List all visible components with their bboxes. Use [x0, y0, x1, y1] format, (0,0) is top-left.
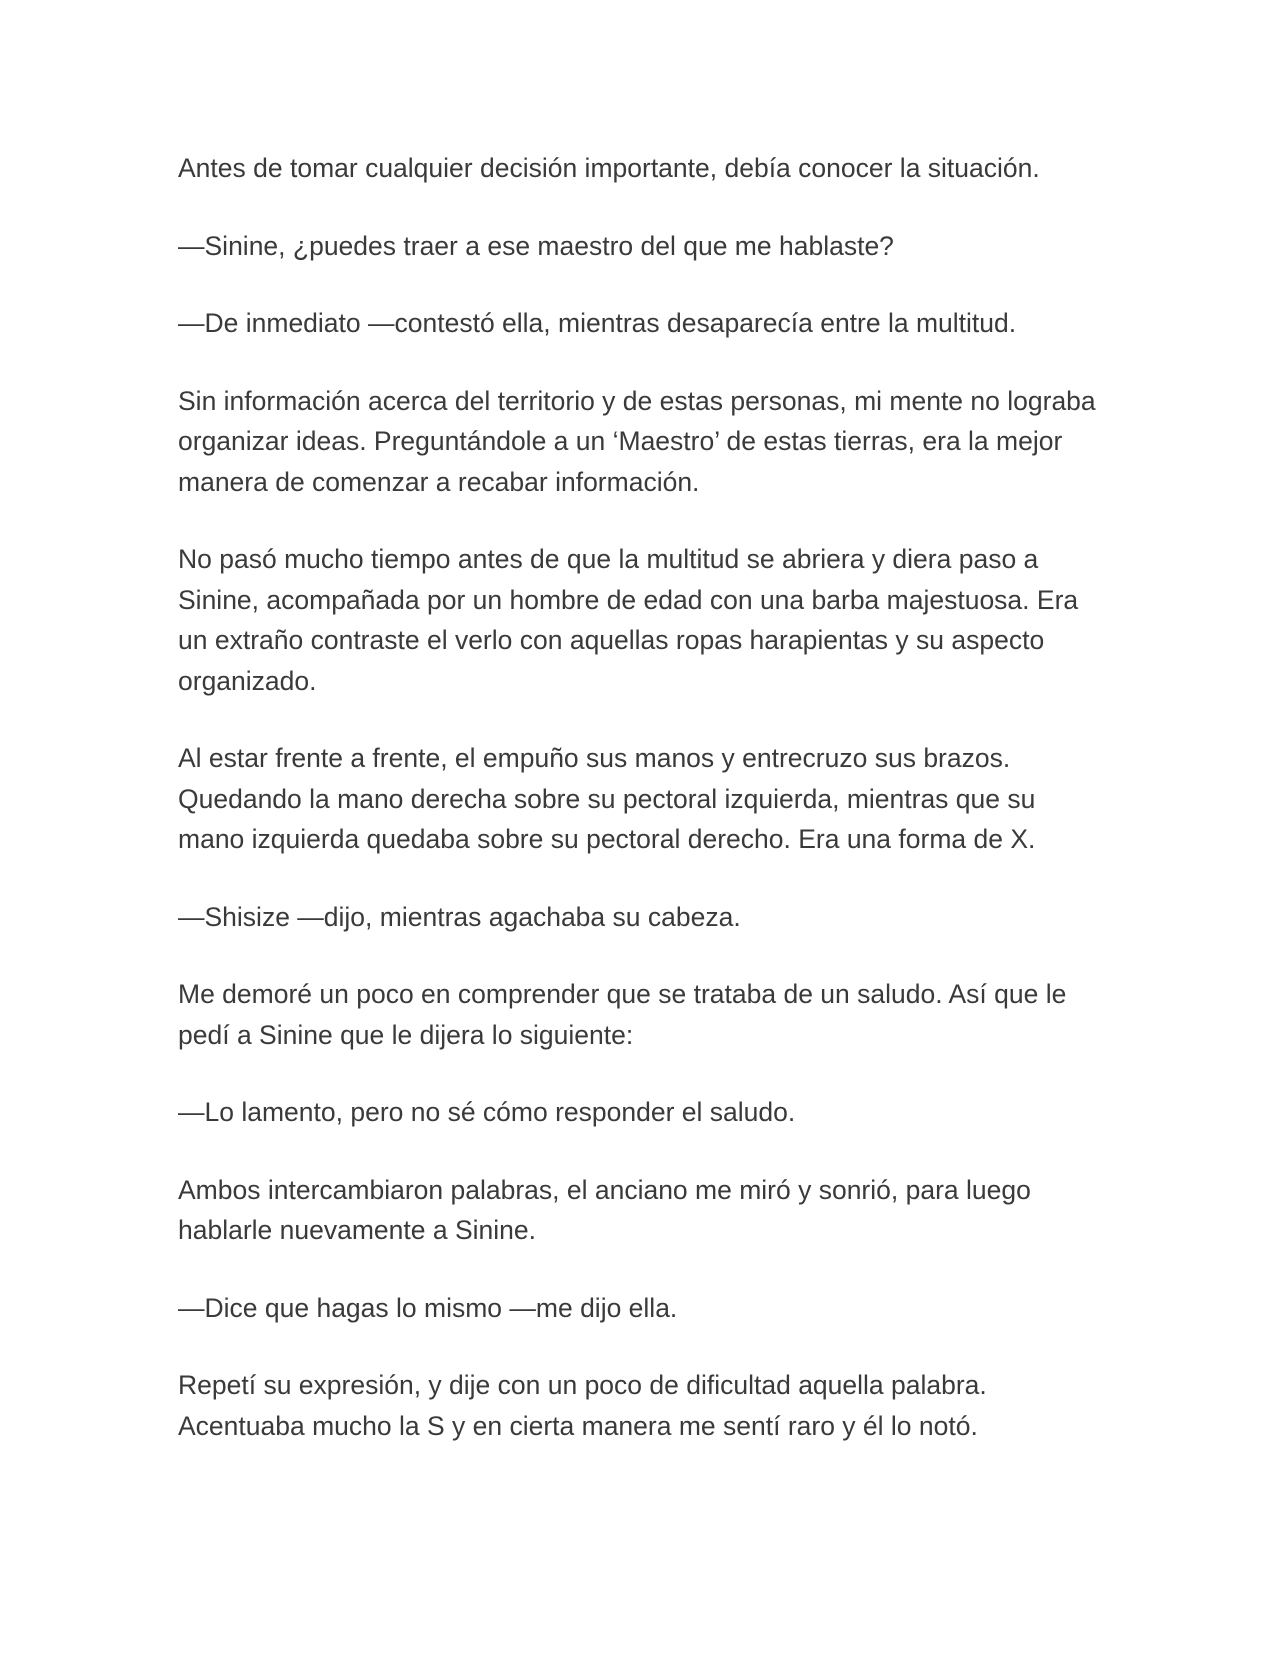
paragraph-5: No pasó mucho tiempo antes de que la multitud se abriera y diera paso a Sinine, acompañada por un hombre de edad con una barba majestuosa. Era un extraño contraste el verlo con aquellas ropas harapientas y su aspecto organizado. — [178, 544, 1079, 696]
document-body — [178, 148, 1108, 1483]
paragraph-3: —De inmediato —contestó ella, mientras desaparecía entre la multitud. — [178, 308, 1017, 338]
paragraph-12: Repetí su expresión, y dije con un poco de dificultad aquella palabra. Acentuaba mucho la S y en cierta manera me sentí raro y él lo notó. — [178, 1370, 987, 1441]
paragraph-8: Me demoré un poco en comprender que se trataba de un saludo. Así que le pedí a Sinine que le dijera lo siguiente: — [178, 979, 1067, 1050]
paragraph-7: —Shisize —dijo, mientras agachaba su cabeza. — [178, 901, 741, 932]
paragraph-10: Ambos intercambiaron palabras, el anciano me miró y sonrió, para luego hablarle nuevamente a Sinine. — [178, 1174, 1031, 1245]
paragraph-11: —Dice que hagas lo mismo —me dijo ella. — [178, 1292, 678, 1323]
paragraph-1: Antes de tomar cualquier decisión importante, debía conocer la situación. — [178, 153, 1040, 183]
paragraph-4: Sin información acerca del territorio y de estas personas, mi mente no lograba organizar ideas. Preguntándole a un ‘Maestro’ de estas tierras, era la mejor manera de comenzar a recabar información. — [178, 385, 1096, 497]
paragraph-2: —Sinine, ¿puedes traer a ese maestro del que me hablaste? — [178, 230, 894, 261]
paragraph-9: —Lo lamento, pero no sé cómo responder el saludo. — [178, 1097, 796, 1127]
paragraph-6: Al estar frente a frente, el empuño sus manos y entrecruzo sus brazos. Quedando la mano derecha sobre su pectoral izquierda, mientras que su mano izquierda quedaba sobre su pectoral derecho. Era una forma de X. — [178, 743, 1036, 854]
